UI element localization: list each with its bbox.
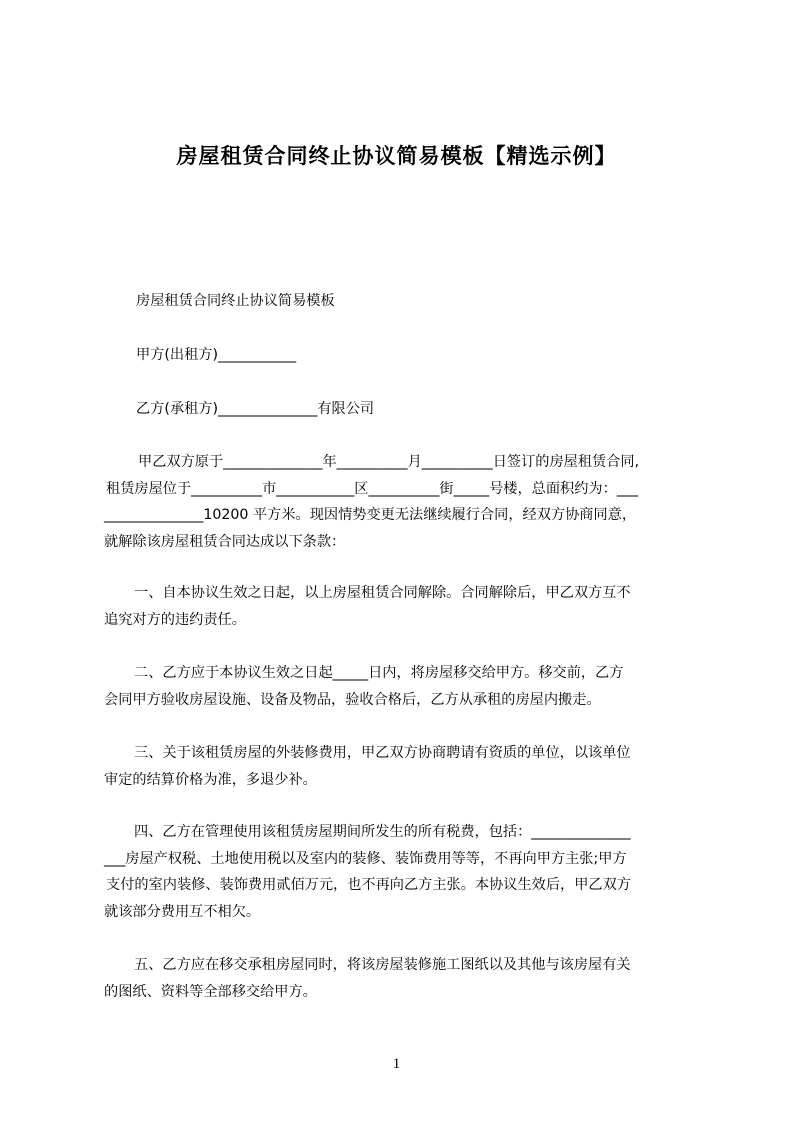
- intro-line: 甲乙双方原于______________年__________月__________日签订的房屋租赁合同,: [138, 454, 640, 470]
- clause-line: 会同甲方验收房屋设施、设备及物品，验收合格后，乙方从承租的房屋内搬走。: [104, 691, 601, 708]
- clause-3: [104, 740, 704, 793]
- clause-line: 的图纸、资料等全部移交给甲方。: [104, 983, 317, 1000]
- clause-line: ___房屋产权税、土地使用税以及室内的装修、装饰费用等等，不再向甲方主张;甲方: [104, 850, 627, 867]
- party-b-line: 乙方(承租方)______________有限公司: [136, 401, 375, 417]
- clause-1: [104, 580, 704, 633]
- clause-5: [104, 952, 704, 1005]
- page-number: 1: [392, 1056, 401, 1072]
- clause-line: 审定的结算价格为准，多退少补。: [104, 771, 317, 788]
- party-a-line: 甲方(出租方)___________: [136, 347, 297, 363]
- clause-line: 就该部分费用互不相欠。: [104, 903, 261, 920]
- clause-line: 一、自本协议生效之日起，以上房屋租赁合同解除。合同解除后，甲乙双方互不: [134, 585, 631, 601]
- intro-paragraph: [104, 449, 704, 555]
- intro-line: 租赁房屋位于__________市___________区__________街_____号楼，总面积约为：___: [106, 480, 639, 497]
- document-subtitle: 房屋租赁合同终止协议简易模板: [136, 293, 335, 309]
- clause-line: 五、乙方应在移交承租房屋同时，将该房屋装修施工图纸以及其他与该房屋有关: [134, 957, 631, 973]
- document-title: 房屋租赁合同终止协议简易模板【精选示例】: [176, 144, 617, 168]
- clause-2: [104, 660, 704, 713]
- intro-line: 就解除该房屋租赁合同达成以下条款：: [104, 533, 346, 550]
- intro-line: ______________10200 平方米。现因情势变更无法继续履行合同，经双方协商同意，: [104, 507, 637, 523]
- clause-line: 支付的室内装修、装饰费用贰佰万元，也不再向乙方主张。本协议生效后，甲乙双方: [106, 877, 631, 893]
- clause-4: [104, 819, 704, 925]
- clause-line: 二、乙方应于本协议生效之日起_____日内，将房屋移交给甲方。移交前，乙方: [134, 665, 624, 681]
- clause-line: 四、乙方在管理使用该租赁房屋期间所发生的所有税费，包括：______________: [134, 824, 631, 840]
- clause-line: 追究对方的违约责任。: [104, 611, 246, 628]
- clause-line: 三、关于该租赁房屋的外装修费用，甲乙双方协商聘请有资质的单位，以该单位: [134, 745, 631, 761]
